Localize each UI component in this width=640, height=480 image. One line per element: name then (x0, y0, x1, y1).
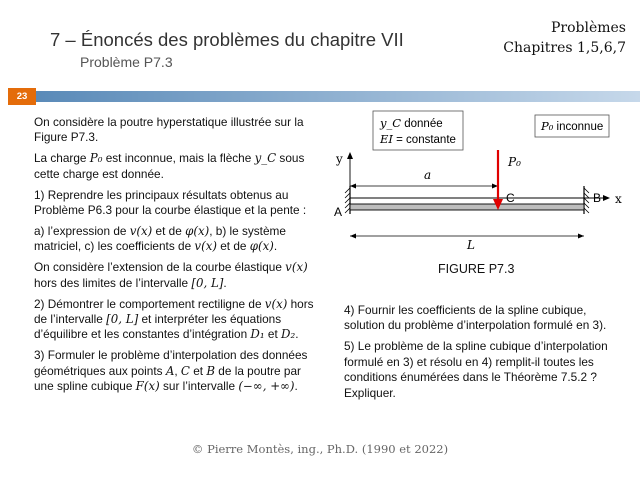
support-right-hatching (584, 188, 589, 213)
label-c-point: C (506, 191, 515, 205)
paragraph-question-5: 5) Le problème de la spline cubique d’interpolation formulé en 3) et résolu en 4) remplit-il toutes les conditions énumérées dans le Théorème 7.5.2 ? Expliquer. (344, 339, 608, 400)
box-p0-line: P₀ inconnue (541, 119, 604, 133)
page-number-badge: 23 (8, 88, 36, 105)
label-l: L (467, 238, 475, 252)
paragraph-question-1: 1) Reprendre les principaux résultats obtenus au Problème P6.3 pour la courbe élastique et la pente : (34, 187, 307, 218)
y-axis-arrowhead (347, 152, 353, 159)
paragraph-question-1-items: a) l’expression de v(x) et de φ(x), b) le système matriciel, c) les coefficients de v(x) et de φ(x). (34, 223, 286, 254)
support-left-hatching (345, 188, 350, 213)
problem-statement-right (344, 303, 624, 406)
x-axis-arrowhead (603, 195, 610, 201)
beam (350, 204, 584, 210)
header-divider-bar (34, 91, 640, 102)
label-p0: P₀ (508, 155, 521, 169)
problem-statement-left (34, 115, 314, 400)
dimension-l-arrow-right (578, 234, 584, 239)
box-yc-line: y_C donnée (380, 116, 443, 130)
paragraph-intro: On considère la poutre hyperstatique illustrée sur la Figure P7.3. (34, 115, 304, 145)
paragraph-question-4: 4) Fournir les coefficients de la spline cubique, solution du problème d’interpolation formulé en 3). (344, 303, 607, 333)
dimension-l-arrow-left (350, 234, 356, 239)
copyright-footer: © Pierre Montès, ing., Ph.D. (1990 et 2022) (191, 442, 449, 456)
label-a: a (424, 168, 432, 182)
section-label-line1: Problèmes (550, 20, 626, 36)
beam-figure (330, 108, 630, 263)
label-b-point: B (593, 191, 602, 205)
paragraph-load: La charge P₀ est inconnue, mais la flèche y_C sous cette charge est donnée. (34, 151, 305, 181)
paragraph-question-2: 2) Démontrer le comportement rectiligne de v(x) hors de l’intervalle [0, L] et interpréter les équations d’équilibre et les constantes d’intégration D₁ et D₂. (34, 296, 314, 342)
label-a-point: A (334, 205, 343, 219)
dimension-a-arrow-left (350, 184, 356, 189)
paragraph-question-3: 3) Formuler le problème d’interpolation des données géométriques aux points A, C et B de la poutre par une spline cubique F(x) sur l’intervalle (−∞, +∞). (34, 348, 308, 394)
label-x: x (615, 192, 622, 206)
label-y: y (336, 152, 343, 166)
section-label (476, 18, 626, 58)
section-label-line2: Chapitres 1,5,6,7 (503, 40, 626, 56)
figure-caption: FIGURE P7.3 (438, 262, 515, 276)
page-title: 7 – Énoncés des problèmes du chapitre VII (50, 29, 404, 50)
paragraph-extension: On considère l’extension de la courbe élastique v(x) hors des limites de l’intervalle [0, L]. (34, 260, 308, 290)
box-ei-line: EI = constante (380, 132, 456, 146)
page-subtitle: Problème P7.3 (80, 54, 173, 70)
